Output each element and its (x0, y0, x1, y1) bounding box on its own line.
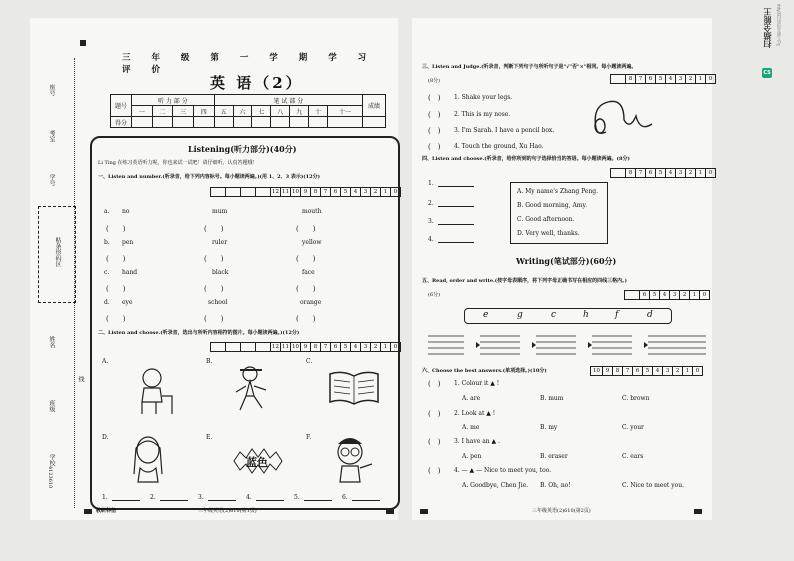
score-cell[interactable] (252, 117, 271, 128)
section6-heading: 六、Choose the best answers.(单项选择。)(10分) (422, 368, 547, 374)
sidebar-label-class: 班级 (48, 400, 55, 412)
score-table-listening-header: 听 力 部 分 (132, 95, 215, 106)
score-cell[interactable] (363, 117, 386, 128)
choose-number: 2. (428, 200, 434, 207)
choose-number: 3. (428, 218, 434, 225)
choice-c[interactable]: C. brown (622, 395, 650, 402)
scanner-tagline: 3亿人都在用的扫描App (776, 4, 781, 47)
score-cell[interactable] (290, 117, 309, 128)
choice-c[interactable]: C. Nice to meet you. (622, 482, 684, 489)
option-c: C. Good afternoon. (517, 216, 575, 223)
letter: d (647, 310, 653, 320)
footer-page-number: 三年级英语(2)610(第2页) (532, 508, 591, 514)
word: face (302, 269, 315, 276)
options-box (510, 182, 608, 244)
section1-heading: 一、Listen and number.(听录音，给下列内容标号。每小题读两遍。)(用 1、2、3 表示)(12分) (98, 174, 320, 180)
footer-left-text: 教研科信 (96, 508, 117, 514)
score-cell[interactable] (132, 117, 153, 128)
score-col: 二 (152, 106, 173, 117)
score-table-row1-label: 题号 (111, 95, 132, 117)
word: yellow (302, 239, 322, 246)
word: pen (122, 239, 134, 246)
cut-line-label: 线 (77, 376, 84, 382)
answer-label: 1. (102, 494, 108, 501)
score-cell[interactable] (173, 117, 194, 128)
word: black (212, 269, 229, 276)
letter: g (517, 310, 523, 320)
sidebar-label-name: 姓名 (48, 336, 55, 348)
choice-c[interactable]: C. your (622, 424, 644, 431)
choice-a[interactable]: A. pen (462, 453, 482, 460)
question: 4. — ▲ — Nice to meet you, too. (454, 467, 552, 474)
open-book-illustration (326, 368, 382, 408)
question: 3. I have an ▲ . (454, 438, 500, 445)
footer-mark (84, 509, 92, 514)
answer-line[interactable] (256, 500, 284, 501)
sidebar-label-id: 学号 (48, 174, 55, 186)
section5-points: (6分) (428, 292, 441, 298)
answer-blank[interactable]: ( ) (296, 315, 316, 323)
picture-label-f: F. (306, 434, 312, 441)
picture-label-c: C. (306, 358, 313, 365)
judge-blank[interactable]: ( ) (428, 111, 441, 119)
section1-row-b-label: b. (104, 239, 110, 246)
picture-label-d: D. (102, 434, 109, 441)
answer-label: 5. (294, 494, 300, 501)
word: orange (300, 299, 322, 306)
answer-blank[interactable]: ( ) (296, 285, 316, 293)
choice-blank[interactable]: ( ) (428, 410, 441, 418)
judge-item: 1. Shake your legs. (454, 94, 513, 101)
exam-subject: 英 语（2） (210, 74, 304, 92)
answer-blank[interactable]: ( ) (106, 285, 126, 293)
word: school (208, 299, 228, 306)
answer-blank[interactable]: ( ) (296, 225, 316, 233)
listening-section (90, 136, 400, 510)
letter: f (615, 310, 619, 320)
word: mouth (302, 208, 322, 215)
girl-touching-leg-illustration (232, 364, 276, 414)
score-table-row2-label: 得分 (111, 117, 132, 128)
scanner-logo: CS (763, 70, 771, 76)
section2-score-row: 12 11 10 9 8 7 6 5 4 3 2 1 0 (210, 342, 401, 352)
section1-score-row: 12 11 10 9 8 7 6 5 4 3 2 1 0 (210, 187, 401, 197)
score-cell[interactable] (271, 117, 290, 128)
answer-label: 6. (342, 494, 348, 501)
score-cell[interactable] (193, 117, 214, 128)
corner-mark (80, 40, 86, 46)
answer-blank[interactable]: ( ) (204, 255, 224, 263)
section1-row-c-label: c. (104, 269, 110, 276)
score-col: 三 (173, 106, 194, 117)
score-cell[interactable] (233, 117, 252, 128)
choice-blank[interactable]: ( ) (428, 467, 441, 475)
word: ruler (212, 239, 228, 246)
score-cell[interactable] (309, 117, 328, 128)
score-col: 一 (132, 106, 153, 117)
score-col: 七 (252, 106, 271, 117)
choice-a[interactable]: A. are (462, 395, 481, 402)
score-col: 六 (233, 106, 252, 117)
picture-label-b: B. (206, 358, 213, 365)
answer-line[interactable] (438, 186, 474, 187)
four-line-writing-grid[interactable] (428, 334, 708, 358)
answer-line[interactable] (112, 500, 140, 501)
section3-heading: 三、Listen and Judge.(听录音，判断下列句子与所听句子是"√"否"×"相同。每小题读两遍。 (422, 64, 637, 70)
footer-mark (386, 509, 394, 514)
judge-blank[interactable]: ( ) (428, 127, 441, 135)
score-col: 八 (271, 106, 290, 117)
sticker-area-label: 贴条形码区 (54, 237, 61, 267)
listening-title: Listening(听力部分)(40分) (188, 144, 297, 154)
answer-line[interactable] (304, 500, 332, 501)
section1-row-d-label: d. (104, 299, 110, 306)
judge-blank[interactable]: ( ) (428, 143, 441, 151)
sidebar-label-school: 学校 (48, 454, 55, 466)
score-cell[interactable] (327, 117, 362, 128)
section4-score-row: 8 7 6 5 4 3 2 1 0 (610, 168, 716, 178)
answer-label: 2. (150, 494, 156, 501)
section5-heading: 五、Read, order and write.(按字母表顺序，将下列字母正确书写在相应的四线三格内。) (422, 278, 627, 284)
option-b: B. Good morning, Amy. (517, 202, 587, 209)
answer-blank[interactable]: ( ) (204, 225, 224, 233)
child-with-glasses-illustration (328, 434, 378, 484)
judge-item: 3. I'm Sarah. I have a pencil box. (454, 127, 555, 134)
sidebar-label-seat: 座号 (48, 84, 55, 96)
color-word-blue-card (232, 448, 284, 474)
paper-code: 4123610 (47, 466, 53, 489)
choice-blank[interactable]: ( ) (428, 380, 441, 388)
picture-label-a: A. (102, 358, 109, 365)
answer-label: 3. (198, 494, 204, 501)
judge-blank[interactable]: ( ) (428, 94, 441, 102)
answer-blank[interactable]: ( ) (106, 315, 126, 323)
barcode-sticker-area (38, 206, 76, 303)
word: mum (212, 208, 228, 215)
letter-strip (464, 308, 672, 324)
pencil-box-doodle-illustration (590, 98, 656, 138)
footer-page-number: 三年级英语(2)610(第1页) (198, 508, 257, 514)
answer-line[interactable] (160, 500, 188, 501)
option-a: A. My name's Zhang Peng. (517, 188, 599, 195)
choose-number: 1. (428, 180, 434, 187)
score-col: 九 (290, 106, 309, 117)
section3-score-row: 8 7 6 5 4 3 2 1 0 (610, 74, 716, 84)
answer-label: 4. (246, 494, 252, 501)
answer-blank[interactable]: ( ) (106, 255, 126, 263)
score-table (110, 94, 386, 128)
letter: c (551, 310, 557, 320)
question: 2. Look at ▲ ! (454, 410, 496, 417)
choice-b[interactable]: B. Oh, no! (540, 482, 571, 489)
answer-line[interactable] (438, 224, 474, 225)
boy-sitting-illustration (130, 366, 180, 416)
color-word: 蓝色 (246, 456, 268, 469)
option-d: D. Very well, thanks. (517, 230, 580, 237)
cut-line (74, 58, 75, 508)
choice-a[interactable]: A. Goodbye, Chen Jie. (462, 482, 529, 489)
left-page (30, 18, 398, 520)
choice-blank[interactable]: ( ) (428, 438, 441, 446)
letter: h (583, 310, 589, 320)
section6-score-row: 10 9 8 7 6 5 4 3 2 1 0 (590, 366, 703, 376)
score-table-total-header: 成绩 (363, 95, 386, 117)
footer-mark (694, 509, 702, 514)
listening-intro: Li Ting 在练习英语听力呢，你也来试一试吧！请仔细听，认真答题哦！ (98, 160, 258, 166)
scanner-name: 扫描全能王 (763, 8, 772, 48)
answer-blank[interactable]: ( ) (106, 225, 126, 233)
scanner-watermark (758, 0, 794, 110)
footer-mark (420, 509, 428, 514)
score-cell[interactable] (152, 117, 173, 128)
answer-blank[interactable]: ( ) (204, 285, 224, 293)
section3-points: (8分) (428, 78, 441, 84)
score-col: 十 (309, 106, 328, 117)
word: hand (122, 269, 138, 276)
choice-a[interactable]: A. me (462, 424, 480, 431)
choice-b[interactable]: B. eraser (540, 453, 568, 460)
choice-b[interactable]: B. my (540, 424, 558, 431)
choice-c[interactable]: C. ears (622, 453, 644, 460)
right-page (412, 18, 712, 520)
word: no (122, 208, 130, 215)
answer-line[interactable] (438, 242, 474, 243)
answer-blank[interactable]: ( ) (204, 315, 224, 323)
writing-title: Writing(笔试部分)(60分) (516, 256, 617, 266)
answer-line[interactable] (352, 500, 380, 501)
answer-line[interactable] (208, 500, 236, 501)
picture-label-e: E. (206, 434, 213, 441)
choice-b[interactable]: B. mum (540, 395, 564, 402)
letter: e (483, 310, 489, 320)
choose-number: 4. (428, 236, 434, 243)
score-cell[interactable] (214, 117, 233, 128)
judge-item: 4. Touch the ground, Xu Hao. (454, 143, 544, 150)
section2-heading: 二、Listen and choose.(听录音，选出与所听内容相符的图片。每小题读两遍。)(12分) (98, 330, 300, 336)
section1-row-a-label: a. (104, 208, 110, 215)
section4-heading: 四、Listen and choose.(听录音，给你所到的句子选择恰当的答语。每小题读两遍。(8分) (422, 156, 630, 162)
sidebar-label-room: 考室 (48, 130, 55, 142)
answer-line[interactable] (438, 206, 474, 207)
score-col: 十一 (327, 106, 362, 117)
exam-title: 三 年 级 第 一 学 期 学 习 评 价 (122, 53, 376, 75)
score-col: 四 (193, 106, 214, 117)
score-table-writing-header: 笔 试 部 分 (214, 95, 362, 106)
girl-portrait-illustration (128, 434, 172, 484)
section5-score-row: 6 5 4 3 2 1 0 (624, 290, 710, 300)
answer-blank[interactable]: ( ) (296, 255, 316, 263)
judge-item: 2. This is my nose. (454, 111, 511, 118)
word: eye (122, 299, 133, 306)
question: 1. Colour it ▲ ! (454, 380, 500, 387)
score-col: 五 (214, 106, 233, 117)
